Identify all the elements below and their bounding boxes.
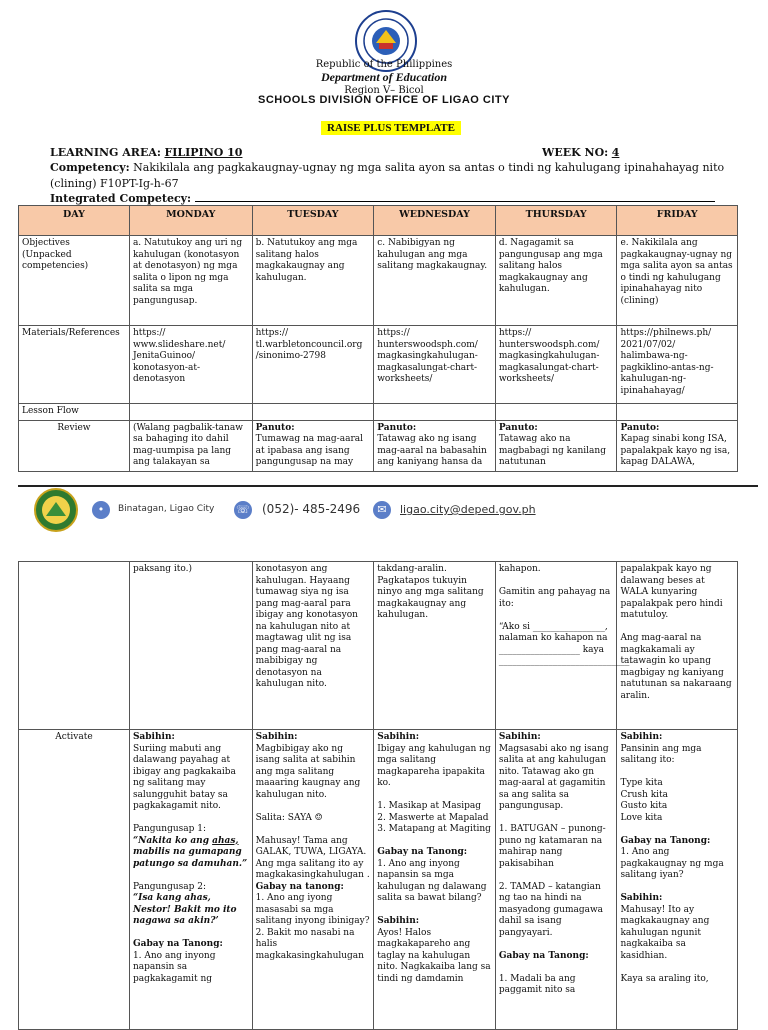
footer-phone: (052)- 485-2496 xyxy=(262,502,361,516)
objectives-label: Objectives (Unpacked competencies) xyxy=(19,236,130,326)
materials-label: Materials/References xyxy=(19,326,130,404)
activate-thursday: Sabihin: Magsasabi ako ng isang salita at ang kahulugan nito. Tatawag ako gn mag-aaral at gagamitin sa ang salita sa pangungusap. 1. BATUGAN – punong-puno ng katamaran na mahirap nang pakisabihan 2. TAMAD – katangian ng tao na hindi na masyadong gumagawa dahil sa isang pangyayari. Gabay na Tanong: 1. Madali ba ang paggamit nito sa xyxy=(495,730,617,1030)
email-icon: ✉ xyxy=(373,501,391,519)
review-row-top xyxy=(19,420,738,471)
header-friday: FRIDAY xyxy=(617,206,738,236)
learning-area: LEARNING AREA: FILIPINO 10 xyxy=(50,146,243,159)
activate-tuesday: Sabihin: Magbibigay ako ng isang salita at sabihin ang mga salitang maaaring kaugnay ang kahulugan nito. Salita: SAYA ☺ Mahusay! Tama ang GALAK, TUWA, LIGAYA. Ang mga salitang ito ay magkakasingkahulugan . Gabay na tanong: 1. Ano ang iyong masasabi sa mga salitang inyong ibinigay? 2. Bakit mo nasabi na halis magkakasingkahulugan xyxy=(252,730,374,1030)
phone-icon: ☏ xyxy=(234,501,252,519)
material-friday: https://philnews.ph/ 2021/07/02/ halimbawa-ng- pagkiklino-antas-ng- kahulugan-ng- ipinahahayag/ xyxy=(617,326,738,404)
competency: Competency: Nakikilala ang pagkakaugnay-ugnay ng mga salita ayon sa antas o tindi ng kahulugang ipinahahayag nito xyxy=(50,161,725,174)
objective-monday: a. Natutukoy ang uri ng kahulugan (konotasyon at denotasyon) ng mga salita o lipon ng mga salita sa mga pangungusap. xyxy=(129,236,252,326)
header-day: DAY xyxy=(19,206,130,236)
objective-wednesday: c. Nabibigyan ng kahulugan ang mga salitang magkakaugnay. xyxy=(374,236,496,326)
material-wednesday: https:// hunterswoodsph.com/ magkasingkahulugan- magkasalungat-chart- worksheets/ xyxy=(374,326,496,404)
material-thursday: https:// hunterswoodsph.com/ magkasingkahulugan- magkasalungat-chart- worksheets/ xyxy=(495,326,617,404)
review-row-bottom xyxy=(19,562,738,730)
review-friday-cont: papalakpak kayo ng dalawang beses at WALA kunyaring papalakpak pero hindi matutuloy. Ang mag-aaral na magkakamali ay tatawagin ko upang magbigay ng kaniyang natutunan sa nakaraang aralin. xyxy=(617,562,738,730)
header-department: Department of Education xyxy=(320,70,447,84)
table-header-row xyxy=(19,206,738,236)
review-friday: Panuto: Kapag sinabi kong ISA, papalakpak kayo ng isa, kapag DALAWA, xyxy=(617,420,738,471)
review-tuesday: Panuto: Tumawag na mag-aaral at ipabasa ang isang pangungusap na may xyxy=(252,420,374,471)
header-monday: MONDAY xyxy=(129,206,252,236)
integrated-competency: Integrated Competecy: xyxy=(50,192,715,205)
header-thursday: THURSDAY xyxy=(495,206,617,236)
material-monday: https:// www.slideshare.net/ JenitaGuinoo/ konotasyon-at- denotasyon xyxy=(129,326,252,404)
header-region: Region V– Bicol xyxy=(344,85,424,96)
header-tuesday: TUESDAY xyxy=(252,206,374,236)
footer-divider xyxy=(18,485,758,487)
material-tuesday: https:// tl.warbletoncouncil.org /sinonimo-2798 xyxy=(252,326,374,404)
review-wednesday-cont: takdang-aralin. Pagkatapos tukuyin ninyo ang mga salitang magkakaugnay ang kahulugan. xyxy=(374,562,496,730)
template-title: RAISE PLUS TEMPLATE xyxy=(321,121,461,135)
competency-code: (clining) F10PT-Ig-h-67 xyxy=(50,177,179,190)
lesson-plan-table-page2 xyxy=(18,561,738,1030)
objective-friday: e. Nakikilala ang pagkakaugnay-ugnay ng mga salita ayon sa antas o tindi ng kahulugang ipinahahayag nito (clining) xyxy=(617,236,738,326)
review-wednesday: Panuto: Tatawag ako ng isang mag-aaral na babasahin ang kaniyang hansa da xyxy=(374,420,496,471)
review-monday-cont: paksang ito.) xyxy=(129,562,252,730)
division-logo xyxy=(34,488,78,532)
lesson-flow-row xyxy=(19,404,738,421)
activate-label: Activate xyxy=(19,730,130,1030)
objective-thursday: d. Nagagamit sa pangungusap ang mga salitang halos magkakaugnay ang kahulugan. xyxy=(495,236,617,326)
activate-row xyxy=(19,730,738,1030)
review-tuesday-cont: konotasyon ang kahulugan. Hayaang tumawag siya ng isa pang mag-aaral para ibigay ang konotasyon na kahulugan nito at magtawag ulit ng isa pang mag-aaral na mabibigay ng denotasyon na kahulugan nito. xyxy=(252,562,374,730)
location-pin-icon: • xyxy=(92,501,110,519)
review-label: Review xyxy=(19,420,130,471)
header-wednesday: WEDNESDAY xyxy=(374,206,496,236)
review-thursday: Panuto: Tatawag ako na magbabagi ng kanilang natutunan xyxy=(495,420,617,471)
activate-friday: Sabihin: Pansinin ang mga salitang ito: Type kita Crush kita Gusto kita Love kita Gabay na Tanong: 1. Ano ang pagkakaugnay ng mga salitang iyan? Sabihin: Mahusay! Ito ay magkakaugnay ang kahulugan ngunit nagkakaiba sa kasidhian. Kaya sa araling ito, xyxy=(617,730,738,1030)
week-no: WEEK NO: 4 xyxy=(542,146,620,159)
header-division: SCHOOLS DIVISION OFFICE OF LIGAO CITY xyxy=(258,94,510,106)
objectives-row xyxy=(19,236,738,326)
footer-email[interactable]: ligao.city@deped.gov.ph xyxy=(400,503,536,516)
review-monday: (Walang pagbalik-tanaw sa bahaging ito dahil mag-uumpisa pa lang ang talakayan sa xyxy=(129,420,252,471)
footer-address: Binatagan, Ligao City xyxy=(118,504,215,514)
materials-row xyxy=(19,326,738,404)
header-republic: Republic of the Philippines xyxy=(315,59,453,70)
lesson-flow-label: Lesson Flow xyxy=(19,404,130,421)
activate-wednesday: Sabihin: Ibigay ang kahulugan ng mga salitang magkapareha ipapakita ko. 1. Masikap at Masipag 2. Maswerte at Mapalad 3. Matapang at Magiting Gabay na Tanong: 1. Ano ang inyong napansin sa mga kahulugan ng dalawang salita sa bawat bilang? Sabihin: Ayos! Halos magkakapareho ang taglay na kahulugan nito. Nagkakaiba lang sa tindi ng damdamin xyxy=(374,730,496,1030)
activate-monday: Sabihin: Suriing mabuti ang dalawang payahag at ibigay ang pagkakaiba ng salitang may salungguhit batay sa pagkakagamit nito. Pangungusap 1: “Nakita ko ang ahas, mabilis na gumapang patungo sa damuhan.” Pangungusap 2: “Isa kang ahas, Nestor! Bakit mo ito nagawa sa akin?’ Gabay na Tanong: 1. Ano ang inyong napansin sa pagkakagamit ng xyxy=(129,730,252,1030)
objective-tuesday: b. Natutukoy ang mga salitang halos magkakaugnay ang kahulugan. xyxy=(252,236,374,326)
lesson-plan-table-page1 xyxy=(18,205,738,472)
review-thursday-cont: kahapon. Gamitin ang pahayag na ito: “Ako si ________________, nalaman ko kahapon na __________________ kaya _____________________________. xyxy=(495,562,617,730)
